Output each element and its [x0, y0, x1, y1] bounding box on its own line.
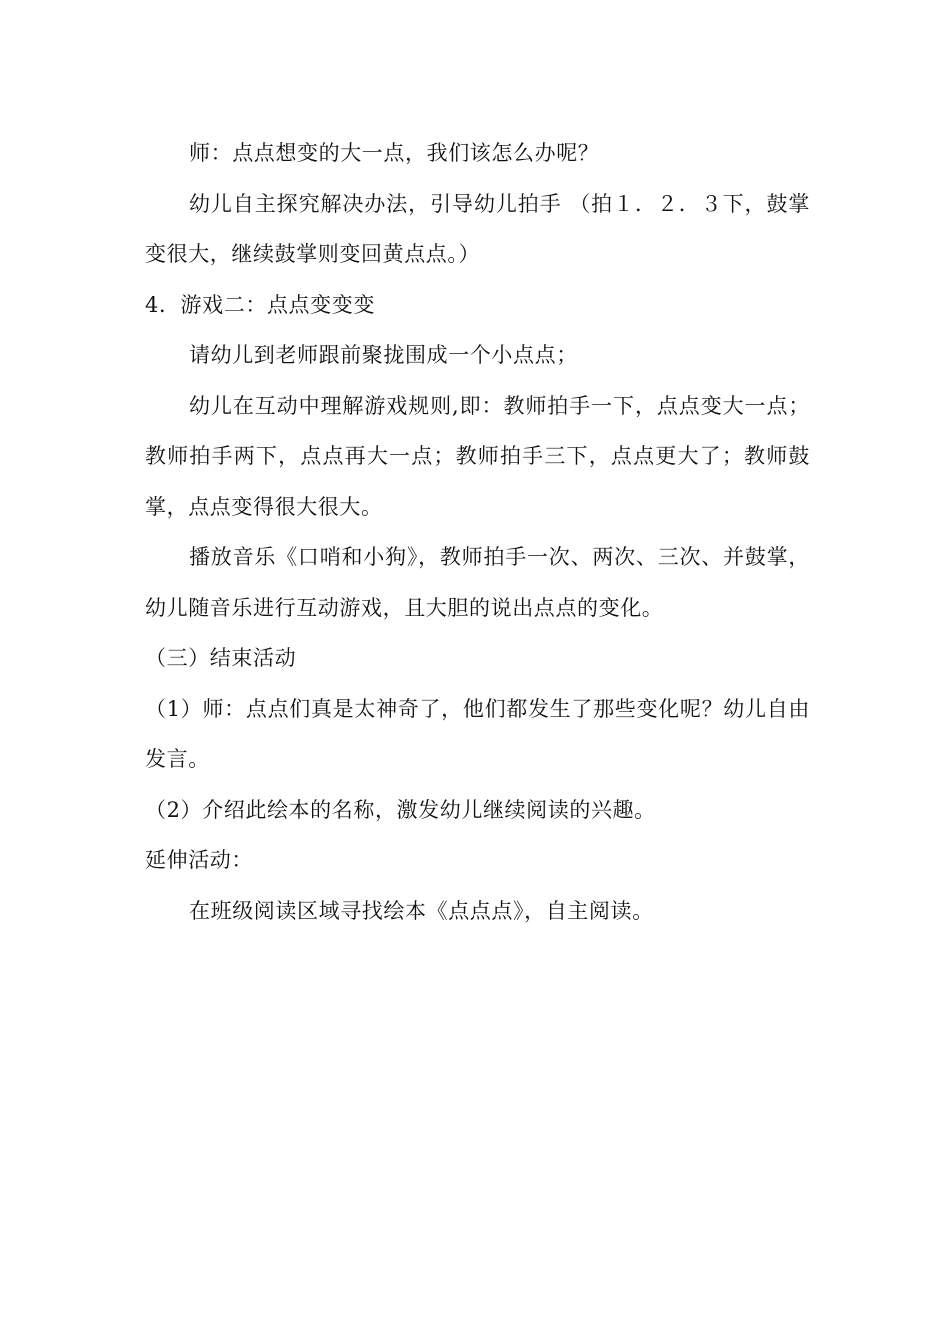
paragraph-play-music: 播放音乐《口哨和小狗》，教师拍手一次、两次、三次、并鼓掌，幼儿随音乐进行互动游戏，且大胆的说出点点的变化。	[145, 545, 810, 620]
paragraph-extension-reading: 在班级阅读区域寻找绘本《点点点》，自主阅读。	[189, 898, 654, 923]
paragraph-game-rules: 幼儿在互动中理解游戏规则,即：教师拍手一下，点点变大一点；教师拍手两下，点点再大一点；教师拍手三下，点点更大了；教师鼓掌，点点变得很大很大。	[145, 393, 810, 519]
paragraph-gather-children: 请幼儿到老师跟前聚拢围成一个小点点；	[189, 343, 578, 367]
section-heading-ending-activity: （三）结束活动	[145, 646, 297, 670]
paragraph-ending-step-two: （2）介绍此绘本的名称，激发幼儿继续阅读的兴趣。	[145, 797, 656, 822]
paragraph-clap-method: 幼儿自主探究解决办法，引导幼儿拍手 （拍１．２．３下，鼓掌变很大，继续鼓掌则变回黄点点。）	[145, 191, 810, 266]
section-heading-game-two: 4．游戏二：点点变变变	[145, 292, 375, 317]
paragraph-teacher-question: 师：点点想变的大一点，我们该怎么办呢？	[189, 141, 600, 165]
paragraph-ending-step-one: （1）师：点点们真是太神奇了，他们都发生了那些变化呢？幼儿自由发言。	[145, 696, 810, 771]
section-heading-extension-activity: 延伸活动：	[145, 848, 253, 872]
document-body	[145, 128, 810, 936]
